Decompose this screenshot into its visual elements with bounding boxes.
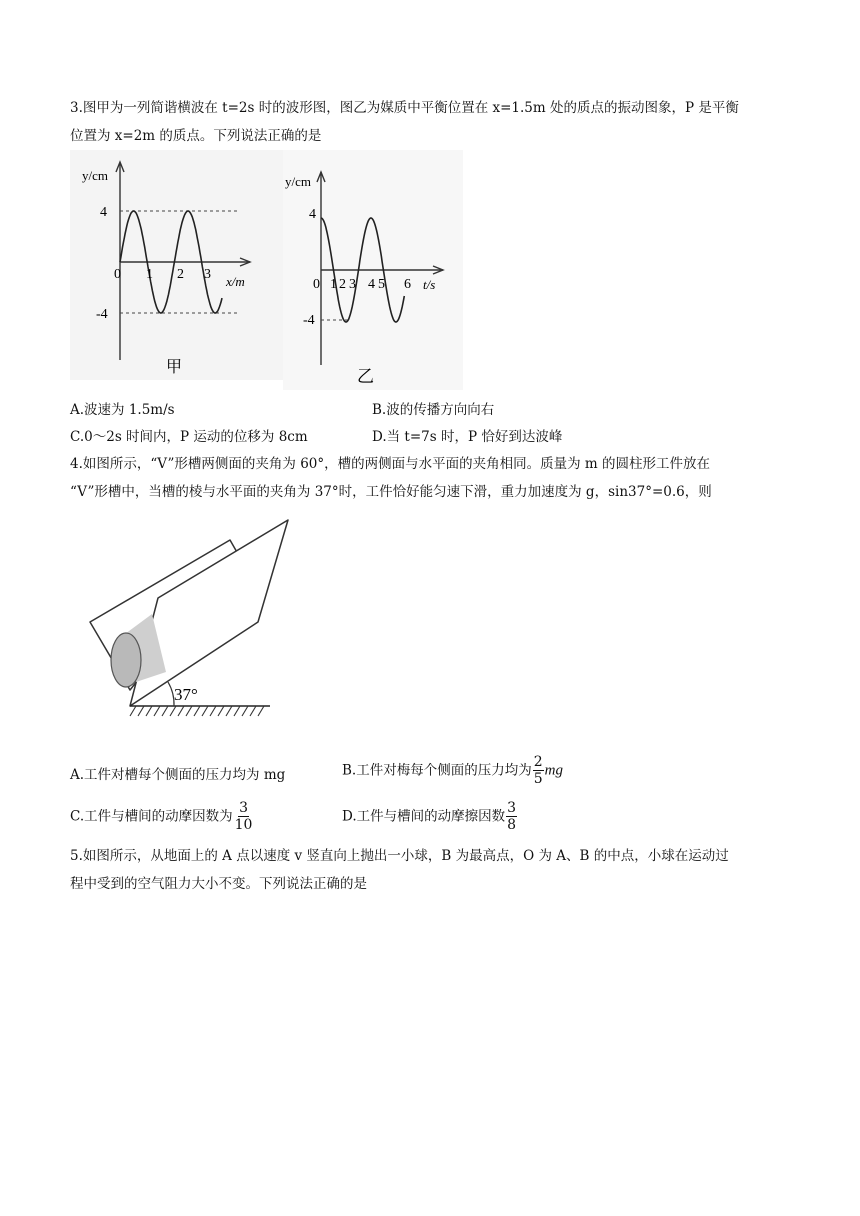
q4-option-b-text: B.工件对梅每个侧面的压力均为 xyxy=(342,762,532,779)
q4-option-c-text: C.工件与槽间的动摩因数为 xyxy=(70,808,233,825)
jia-x-label: x/m xyxy=(226,274,245,289)
jia-origin: 0 xyxy=(114,267,121,282)
jia-tick-1: 1 xyxy=(146,267,153,282)
q4-option-b-numerator: 2 xyxy=(533,754,543,770)
yi-tick-2: 2 xyxy=(339,277,346,292)
yi-y-bottom: -4 xyxy=(303,313,315,328)
q4-option-c-numerator: 3 xyxy=(239,800,249,816)
q4-option-b-fraction xyxy=(533,754,544,787)
yi-caption: 乙 xyxy=(357,367,374,386)
jia-tick-2: 2 xyxy=(177,267,184,282)
q4-option-a: A.工件对槽每个侧面的压力均为 mg xyxy=(70,767,286,783)
v-groove-figure xyxy=(70,510,300,730)
groove-front-face xyxy=(130,520,288,706)
jia-caption: 甲 xyxy=(166,359,183,376)
q4-option-b xyxy=(342,754,563,787)
yi-x-label: t/s xyxy=(423,277,436,292)
yi-tick-1: 1 xyxy=(330,277,337,292)
yi-y-top: 4 xyxy=(309,207,316,222)
q4-option-d-text: D.工件与槽间的动摩擦因数 xyxy=(342,808,506,825)
q4-option-c-denominator: 10 xyxy=(234,817,253,833)
q4-stem-line2: “V”形槽中，当槽的棱与水平面的夹角为 37°时，工件恰好能匀速下滑，重力加速度为 g，sin37°=0.6，则 xyxy=(70,484,712,500)
q3-stem-line1: 3.图甲为一列简谐横波在 t=2s 时的波形图，图乙为媒质中平衡位置在 x=1.5m 处的质点的振动图象，P 是平衡 xyxy=(70,100,739,116)
q4-option-d-numerator: 3 xyxy=(507,800,517,816)
q4-option-d xyxy=(342,800,518,833)
q3-stem-line2: 位置为 x=2m 的质点。下列说法正确的是 xyxy=(70,128,322,144)
q3-option-d: D.当 t=7s 时，P 恰好到达波峰 xyxy=(372,429,563,445)
ground-hatching xyxy=(130,706,264,716)
jia-y-top: 4 xyxy=(100,205,107,220)
yi-tick-5: 5 xyxy=(378,277,385,292)
q4-option-d-fraction xyxy=(506,800,517,833)
q3-option-c: C.0～2s 时间内，P 运动的位移为 8cm xyxy=(70,429,308,445)
yi-tick-4: 4 xyxy=(368,277,375,292)
figure-jia-waveform xyxy=(70,150,285,380)
jia-y-bottom: -4 xyxy=(96,307,108,322)
q3-option-b: B.波的传播方向向右 xyxy=(372,402,495,418)
q5-stem-line2: 程中受到的空气阻力大小不变。下列说法正确的是 xyxy=(70,876,367,892)
q4-stem-line1: 4.如图所示，“V”形槽两侧面的夹角为 60°，槽的两侧面与水平面的夹角相同。质量为 m 的圆柱形工件放在 xyxy=(70,456,711,472)
yi-tick-6: 6 xyxy=(404,277,411,292)
q4-option-b-unit: mg xyxy=(544,762,563,779)
q4-option-c xyxy=(70,800,254,833)
figure-yi-vibration xyxy=(283,150,463,390)
yi-tick-3: 3 xyxy=(349,277,356,292)
q4-option-c-fraction xyxy=(234,800,254,833)
q5-stem-line1: 5.如图所示，从地面上的 A 点以速度 v 竖直向上抛出一小球，B 为最高点，O 为 A、B 的中点，小球在运动过 xyxy=(70,848,729,864)
yi-y-label: y/cm xyxy=(285,174,311,189)
q4-option-b-denominator: 5 xyxy=(533,771,543,787)
yi-origin: 0 xyxy=(313,277,320,292)
q3-option-a: A.波速为 1.5m/s xyxy=(70,402,175,418)
angle-label: 37° xyxy=(174,685,198,704)
jia-y-label: y/cm xyxy=(82,168,108,183)
jia-tick-3: 3 xyxy=(204,267,211,282)
q4-option-d-denominator: 8 xyxy=(507,817,517,833)
